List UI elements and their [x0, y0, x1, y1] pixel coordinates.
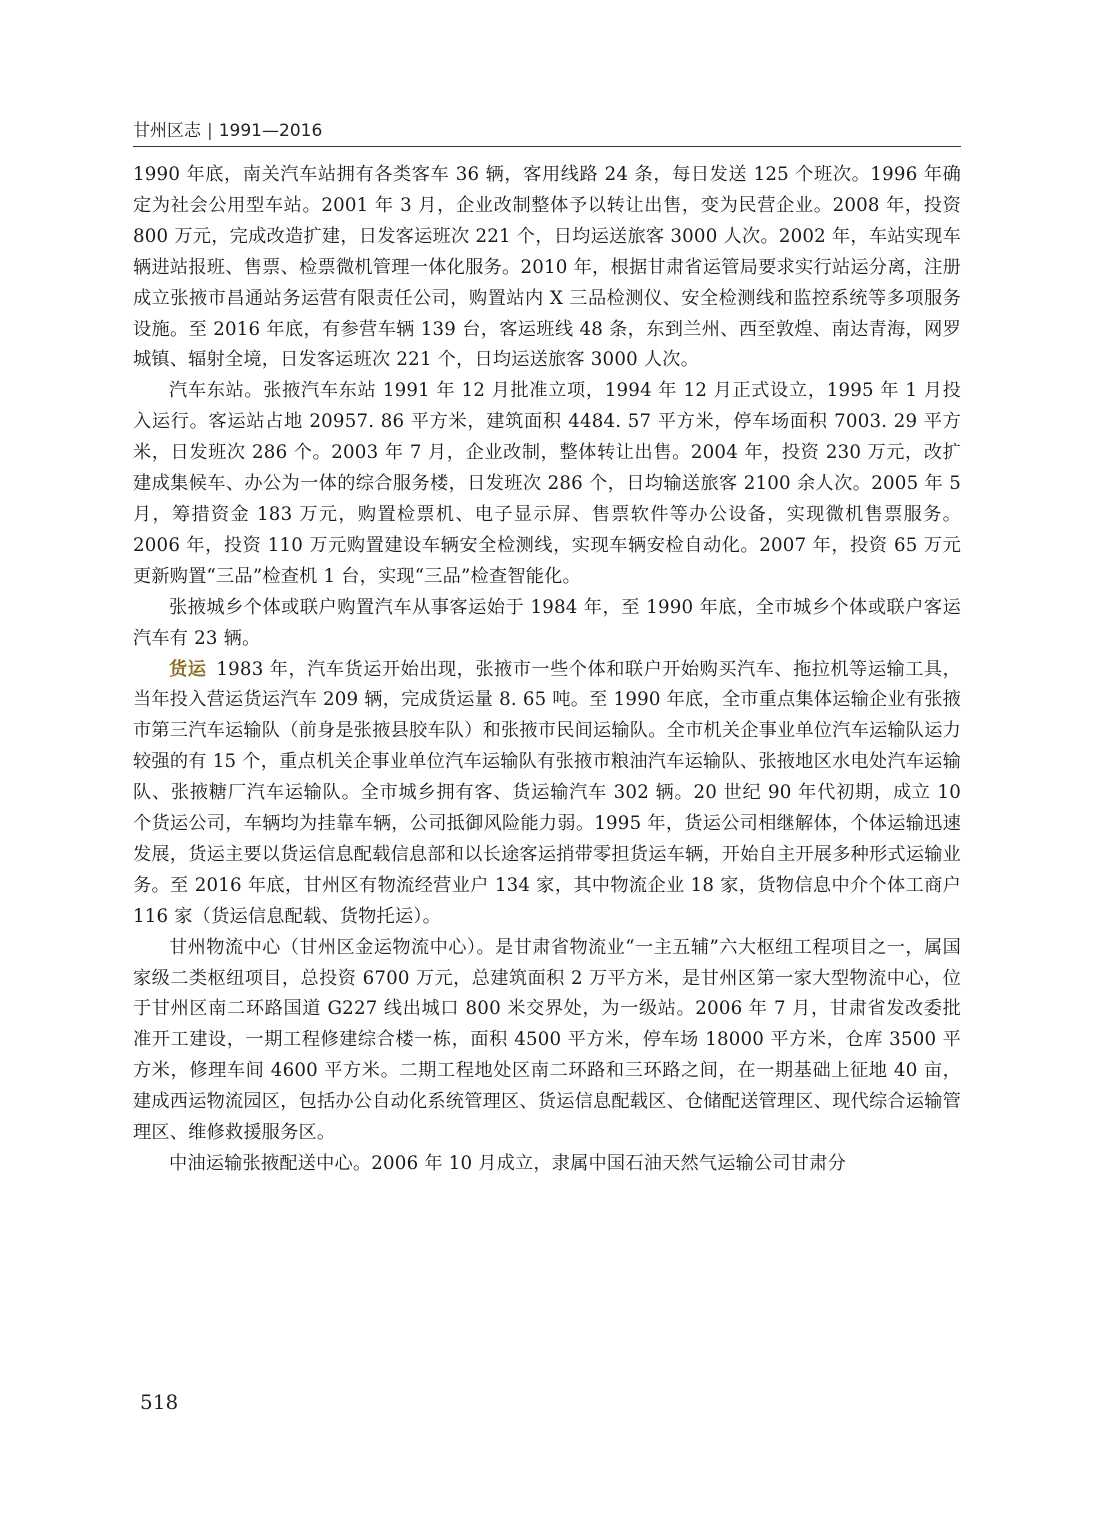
paragraph-nanguan-station: 1990 年底，南关汽车站拥有各类客车 36 辆，客用线路 24 条，每日发送 125 个班次。1996 年确定为社会公用型车站。2001 年 3 月，企业改制整体予以转让出售，变为民营企业。2008 年，投资 800 万元，完成改造扩建，日发客运班次 221 个，日均运送旅客 3000 人次。2002 年，车站实现车辆进站报班、售票、检票微机管理一体化服务。2010 年，根据甘肃省运管局要求实行站运分离，注册成立张掖市昌通站务运营有限责任公司，购置站内 X 三品检测仪、安全检测线和监控系统等多项服务设施。至 2016 年底，有参营车辆 139 台，客运班线 48 条，东到兰州、西至敦煌、南达青海，网罗城镇、辐射全境，日发客运班次 221 个，日均运送旅客 3000 人次。 — [133, 164, 961, 371]
page-number: 518 — [140, 1390, 179, 1414]
freight-text: 1983 年，汽车货运开始出现，张掖市一些个体和联户开始购买汽车、拖拉机等运输工具，当年投入营运货运汽车 209 辆，完成货运量 8. 65 吨。至 1990 年底，全市重点集体运输企业有张掖市第三汽车运输队（前身是张掖县胶车队）和张掖市民间运输队。全市机关企事业单位汽车运输队运力较强的有 15 个，重点机关企事业单位汽车运输队有张掖市粮油汽车运输队、张掖地区水电处汽车运输队、张掖糖厂汽车运输队。全市城乡拥有客、货运输汽车 302 辆。20 世纪 90 年代初期，成立 10 个货运公司，车辆均为挂靠车辆，公司抵御风险能力弱。1995 年，货运公司相继解体，个体运输迅速发展，货运主要以货运信息配载信息部和以长途客运捎带零担货运车辆，开始自主开展多种形式运输业务。至 2016 年底，甘州区有物流经营业户 134 家，其中物流企业 18 家，货物信息中介个体工商户 116 家（货运信息配载、货物托运）。 — [133, 658, 962, 927]
paragraph-private-passenger: 张掖城乡个体或联户购置汽车从事客运始于 1984 年，至 1990 年底，全市城乡个体或联户客运汽车有 23 辆。 — [133, 596, 961, 649]
book-title: 甘州区志 — [133, 121, 201, 141]
paragraph-logistics-center: 甘州物流中心（甘州区金运物流中心）。是甘肃省物流业“一主五辅”六大枢纽工程项目之一，属国家级二类枢纽项目，总投资 6700 万元，总建筑面积 2 万平方米，是甘州区第一家大型物流中心，位于甘州区南二环路国道 G227 线出城口 800 米交界处，为一级站。2006 年 7 月，甘肃省发改委批准开工建设，一期工程修建综合楼一栋，面积 4500 平方米，停车场 18000 平方米，仓库 3500 平方米，修理车间 4600 平方米。二期工程地处区南二环路和三环路之间，在一期基础上征地 40 亩，建成西运物流园区，包括办公自动化系统管理区、货运信息配载区、仓储配送管理区、现代综合运输管理区、维修救援服务区。 — [133, 936, 961, 1144]
main-text — [133, 160, 961, 1180]
paragraph-petrochina-center: 中油运输张掖配送中心。2006 年 10 月成立，隶属中国石油天然气运输公司甘肃分 — [169, 1153, 846, 1174]
header-years: 1991—2016 — [218, 121, 323, 141]
paragraph-freight — [133, 655, 961, 933]
header-separator: | — [207, 121, 213, 141]
running-header — [133, 120, 961, 147]
freight-keyword: 货运 — [169, 658, 207, 680]
paragraph-east-station: 汽车东站。张掖汽车东站 1991 年 12 月批准立项，1994 年 12 月正式设立，1995 年 1 月投入运行。客运站占地 20957. 86 平方米，建筑面积 4484. 57 平方米，停车场面积 7003. 29 平方米，日发班次 286 个。2003 年 7 月，企业改制，整体转让出售。2004 年，投资 230 万元，改扩建成集候车、办公为一体的综合服务楼，日发班次 286 个，日均输送旅客 2100 余人次。2005 年 5 月，筹措资金 183 万元，购置检票机、电子显示屏、售票软件等办公设备，实现微机售票服务。2006 年，投资 110 万元购置建设车辆安全检测线，实现车辆安检自动化。2007 年，投资 65 万元更新购置“三品”检查机 1 台，实现“三品”检查智能化。 — [133, 380, 961, 587]
